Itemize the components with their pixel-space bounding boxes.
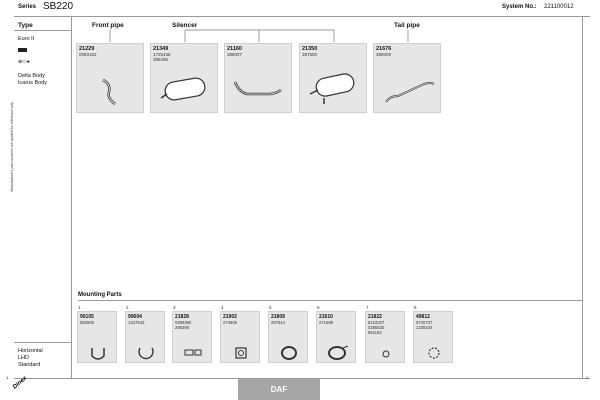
mount-index: 4 <box>221 305 224 310</box>
bottom-line-3: Standard <box>18 362 41 368</box>
mount-number: 49812 <box>416 314 430 320</box>
body-line-1: Delta Body <box>18 73 45 79</box>
mount-ref: 1337543 <box>128 320 145 325</box>
mount-ref <box>175 320 191 330</box>
mount-card-21822[interactable] <box>365 311 405 363</box>
part-ref: 0083162 <box>79 52 97 57</box>
bottom-divider <box>14 342 71 343</box>
mount-index: 3 <box>173 305 176 310</box>
mount-number: 99604 <box>128 314 142 320</box>
bottom-line-2: LHD <box>18 355 30 361</box>
part-ref: 388007 <box>227 52 243 57</box>
mount-ref-line: 851183 <box>368 330 382 335</box>
mount-ref: 882606 <box>80 320 94 325</box>
mount-ref <box>368 320 384 335</box>
part-card-21350[interactable] <box>299 43 367 113</box>
vertical-note: Manufacturers part numbers are quoted for reference only <box>10 102 14 192</box>
mount-number: 21828 <box>175 314 189 320</box>
front-pipe-label: Front pipe <box>92 22 124 29</box>
band-clamp-icon <box>317 342 357 364</box>
part-ref-line: 386296 <box>153 57 169 62</box>
sidebar-divider <box>71 16 72 378</box>
series-value: SB220 <box>43 1 74 12</box>
part-ref-line: 1726436 <box>153 52 171 57</box>
mount-ref-line: 0740737 <box>416 320 433 325</box>
mount-card-99604[interactable] <box>125 311 165 363</box>
page-number-right: 1 <box>586 375 589 380</box>
mount-ref-line: 8210027 <box>368 320 385 325</box>
part-number: 21349 <box>153 46 169 52</box>
mount-index: 1 <box>78 305 81 310</box>
part-card-21229[interactable] <box>76 43 144 113</box>
part-card-21676[interactable] <box>373 43 441 113</box>
mounting-divider <box>78 300 582 301</box>
mount-ref: 271589 <box>319 320 333 325</box>
mount-ref-line: 0298390 <box>175 320 192 325</box>
mount-ref-line: 298390 <box>175 325 189 330</box>
clamp-icon <box>78 342 118 364</box>
mount-ref <box>416 320 432 330</box>
system-no-value: 221100012 <box>544 4 574 10</box>
part-ref: 387500 <box>302 52 318 57</box>
mount-index: 8 <box>414 305 417 310</box>
mount-ref-line: 1328104 <box>416 325 433 330</box>
mount-card-90105[interactable] <box>77 311 117 363</box>
bent-pipe-icon <box>225 62 293 112</box>
tail-pipe-label: Tail pipe <box>394 22 420 29</box>
nut-icon <box>366 342 406 364</box>
system-no-label: System No.: <box>502 4 537 10</box>
type-label: Type <box>18 22 33 29</box>
mount-ref: 297814 <box>271 320 285 325</box>
silencer-bracket <box>185 30 334 42</box>
part-card-21349[interactable] <box>150 43 218 113</box>
silencer-icon <box>300 62 368 112</box>
part-card-21160[interactable] <box>224 43 292 113</box>
mount-index: 5 <box>269 305 272 310</box>
page-number-left: 1 <box>6 375 9 380</box>
part-ref: 386009 <box>376 52 392 57</box>
flange-icon <box>414 342 454 364</box>
body-line-2: Icarus Body <box>18 80 48 86</box>
part-number: 21676 <box>376 46 392 52</box>
options-icon: ⊕▭● <box>18 59 30 65</box>
series-label: Series <box>18 4 37 10</box>
mount-number: 21902 <box>223 314 237 320</box>
band-clamp-icon <box>269 342 309 364</box>
bolt-icon <box>173 342 213 364</box>
part-number: 21229 <box>79 46 95 52</box>
part-number: 21350 <box>302 46 318 52</box>
gasket-icon <box>221 342 261 364</box>
mount-ref: 274609 <box>223 320 237 325</box>
ring-clamp-icon <box>126 342 166 364</box>
mount-card-49812[interactable] <box>413 311 453 363</box>
front-pipe-icon <box>77 62 145 112</box>
mount-index: 7 <box>366 305 369 310</box>
right-border <box>582 16 583 378</box>
mount-number: 21610 <box>319 314 333 320</box>
euro-class: Euro II <box>18 36 35 42</box>
mount-card-21610[interactable] <box>316 311 356 363</box>
part-number: 21160 <box>227 46 242 52</box>
mount-number: 21822 <box>368 314 382 320</box>
tail-pipe-icon <box>374 62 442 112</box>
mount-card-21902[interactable] <box>220 311 260 363</box>
silencer-icon <box>151 62 219 112</box>
mount-number: 90105 <box>80 314 94 320</box>
mounting-parts-title: Mounting Parts <box>78 292 122 298</box>
mount-card-21809[interactable] <box>268 311 308 363</box>
bottom-line-1: Horizontal <box>18 348 43 354</box>
mount-card-21828[interactable] <box>172 311 212 363</box>
part-ref <box>153 52 171 62</box>
mount-number: 21809 <box>271 314 285 320</box>
silencer-label: Silencer <box>172 22 198 29</box>
mount-ref-line: 0285530 <box>368 325 385 330</box>
mount-index: 6 <box>317 305 320 310</box>
brand-tab[interactable]: DAF <box>238 379 320 400</box>
mount-index: 2 <box>126 305 129 310</box>
dinex-logo: Dinex <box>11 375 29 391</box>
